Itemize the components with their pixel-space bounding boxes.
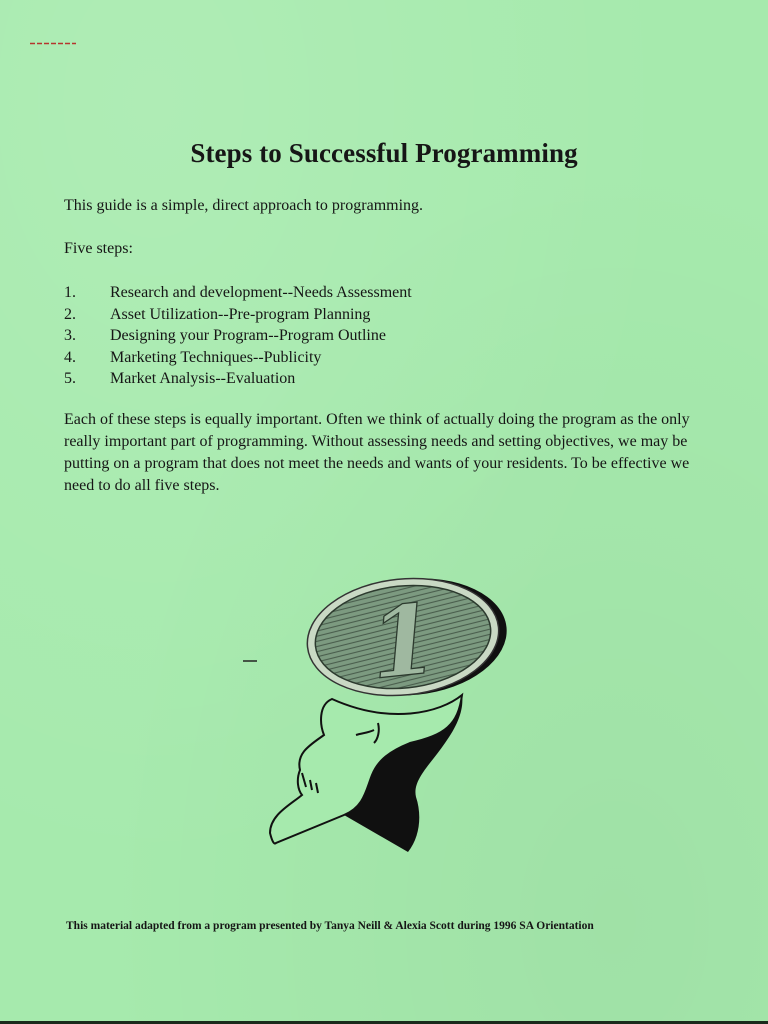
steps-label: Five steps: (64, 240, 133, 257)
step-number: 3. (64, 327, 76, 344)
footer-credit: This material adapted from a program presented by Tanya Neill & Alexia Scott during 1996 SA Orientation (66, 920, 594, 932)
step-text: Asset Utilization--Pre-program Planning (110, 305, 371, 323)
list-item (64, 304, 412, 326)
step-text: Designing your Program--Program Outline (110, 327, 386, 344)
step-number: 5. (64, 370, 76, 387)
coin-digit: 1 (364, 581, 443, 702)
step-number: 2. (64, 305, 76, 323)
list-item (64, 368, 412, 390)
step-number: 1. (64, 284, 76, 301)
page-title: Steps to Successful Programming (190, 138, 578, 168)
number-one-head-icon (240, 575, 520, 860)
list-item (64, 325, 412, 347)
step-text: Marketing Techniques--Publicity (110, 348, 322, 366)
step-text: Research and development--Needs Assessment (110, 284, 412, 301)
step-number: 4. (64, 348, 76, 366)
intro-text: This guide is a simple, direct approach to programming. (64, 197, 424, 214)
steps-list (64, 282, 412, 390)
corner-mark (30, 42, 76, 45)
body-paragraph: Each of these steps is equally important. Often we think of actually doing the program as the only really important part of programming. Without assessing needs and setting objectives, we may be putting on a program that does not meet the needs and wants of your residents. To be effective we need to do all five steps. (64, 411, 690, 494)
list-item (64, 282, 412, 304)
list-item (64, 347, 412, 369)
step-text: Market Analysis--Evaluation (110, 370, 296, 387)
